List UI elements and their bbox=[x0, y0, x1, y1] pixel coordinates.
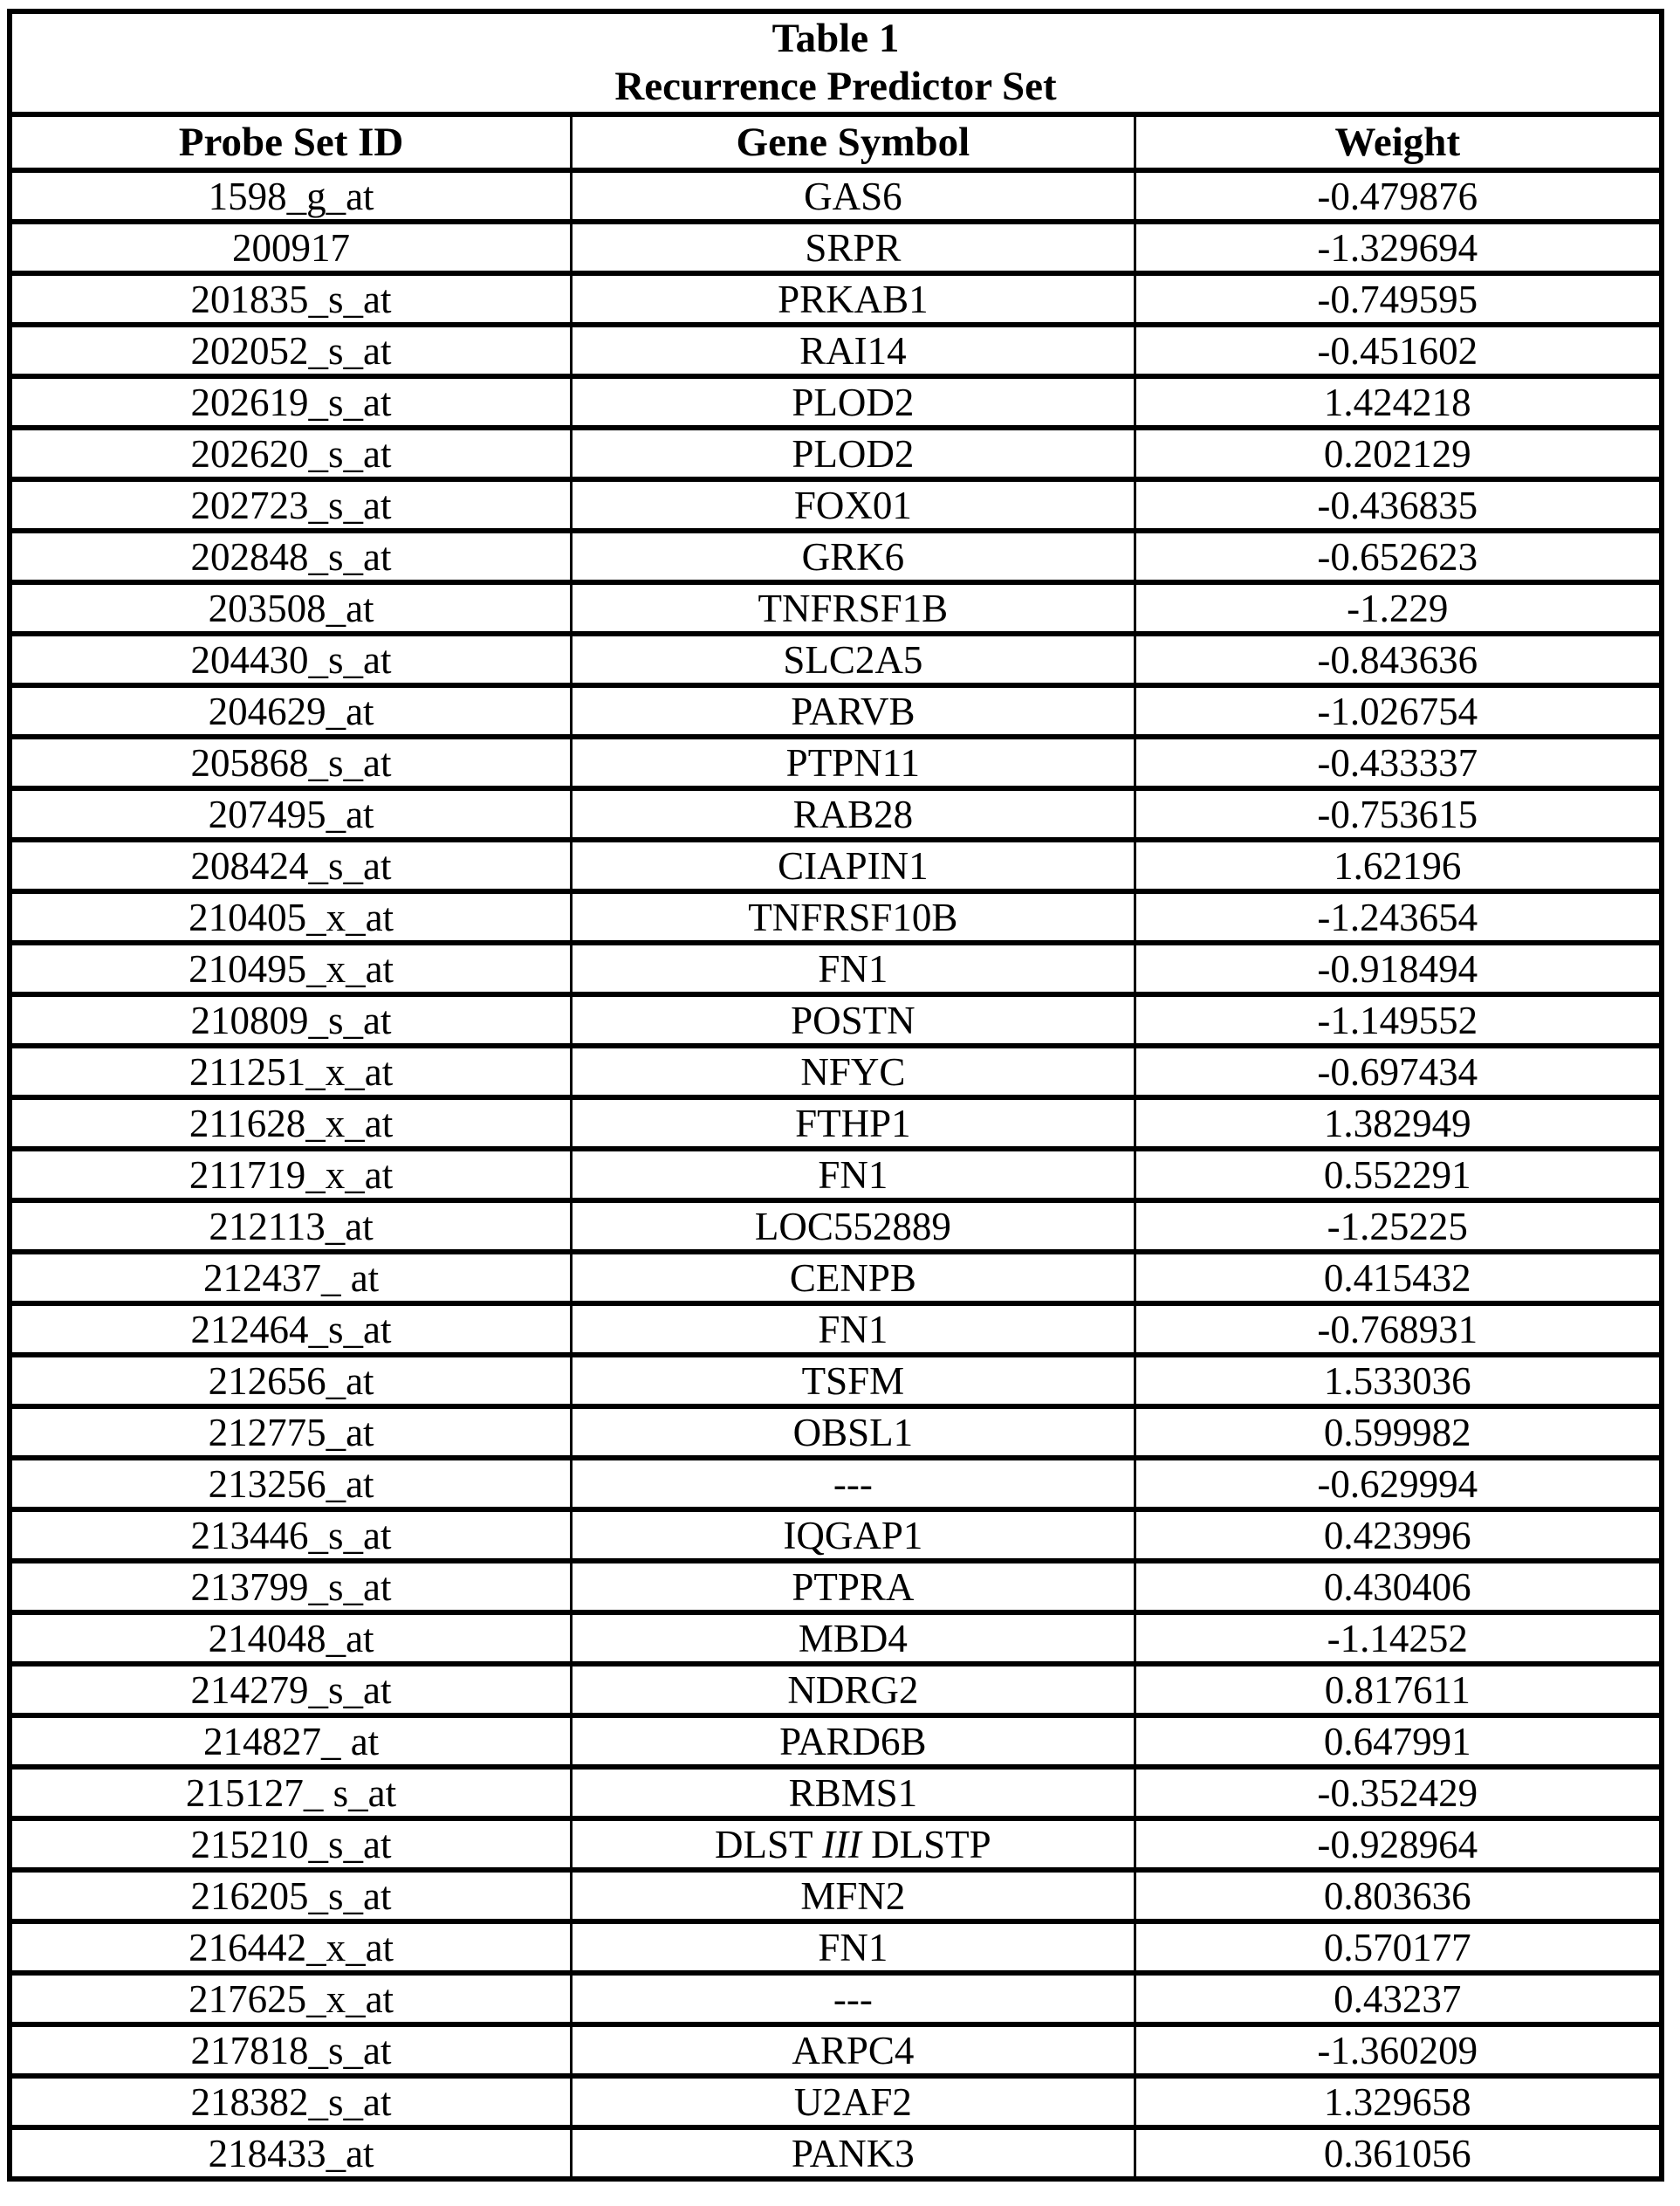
table-row bbox=[10, 891, 1662, 943]
table-row bbox=[10, 1252, 1662, 1303]
gene-symbol-cell: PARD6B bbox=[572, 1715, 1135, 1767]
probe-set-id-cell: 212437_ at bbox=[10, 1252, 572, 1303]
probe-set-id-cell: 218433_at bbox=[10, 2127, 572, 2179]
weight-cell: -1.25225 bbox=[1135, 1200, 1662, 1252]
weight-cell: -0.629994 bbox=[1135, 1458, 1662, 1509]
probe-set-id-cell: 210809_s_at bbox=[10, 994, 572, 1046]
probe-set-id-cell: 204430_s_at bbox=[10, 634, 572, 685]
table-row bbox=[10, 1355, 1662, 1406]
gene-symbol-cell: CENPB bbox=[572, 1252, 1135, 1303]
table-row bbox=[10, 1200, 1662, 1252]
probe-set-id-cell: 1598_g_at bbox=[10, 170, 572, 222]
weight-cell: -0.843636 bbox=[1135, 634, 1662, 685]
gene-symbol-cell: FOX01 bbox=[572, 479, 1135, 531]
table-row bbox=[10, 1303, 1662, 1355]
probe-set-id-cell: 217625_x_at bbox=[10, 1973, 572, 2024]
gene-symbol-cell: PANK3 bbox=[572, 2127, 1135, 2179]
weight-cell: 1.62196 bbox=[1135, 840, 1662, 891]
probe-set-id-cell: 211251_x_at bbox=[10, 1046, 572, 1097]
gene-symbol-cell: PLOD2 bbox=[572, 376, 1135, 428]
weight-cell: -0.479876 bbox=[1135, 170, 1662, 222]
table-row bbox=[10, 1561, 1662, 1612]
weight-cell: -0.436835 bbox=[1135, 479, 1662, 531]
probe-set-id-cell: 202723_s_at bbox=[10, 479, 572, 531]
probe-set-id-cell: 212775_at bbox=[10, 1406, 572, 1458]
table-row bbox=[10, 1046, 1662, 1097]
probe-set-id-cell: 212464_s_at bbox=[10, 1303, 572, 1355]
probe-set-id-cell: 200917 bbox=[10, 222, 572, 273]
weight-cell: -0.753615 bbox=[1135, 788, 1662, 840]
probe-set-id-cell: 204629_at bbox=[10, 685, 572, 737]
table-row bbox=[10, 840, 1662, 891]
table-subtitle: Recurrence Predictor Set bbox=[614, 64, 1057, 109]
probe-set-id-cell: 213799_s_at bbox=[10, 1561, 572, 1612]
weight-cell: -1.14252 bbox=[1135, 1612, 1662, 1664]
probe-set-id-cell: 218382_s_at bbox=[10, 2076, 572, 2127]
gene-symbol-cell: RAB28 bbox=[572, 788, 1135, 840]
gene-symbol-cell: ARPC4 bbox=[572, 2024, 1135, 2076]
table-row bbox=[10, 788, 1662, 840]
probe-set-id-cell: 207495_at bbox=[10, 788, 572, 840]
gene-symbol-cell: GRK6 bbox=[572, 531, 1135, 582]
probe-set-id-cell: 202619_s_at bbox=[10, 376, 572, 428]
table-row bbox=[10, 273, 1662, 325]
column-header-gene-symbol: Gene Symbol bbox=[572, 114, 1135, 170]
weight-cell: -0.918494 bbox=[1135, 943, 1662, 994]
probe-set-id-cell: 217818_s_at bbox=[10, 2024, 572, 2076]
weight-cell: -0.928964 bbox=[1135, 1818, 1662, 1870]
probe-set-id-cell: 205868_s_at bbox=[10, 737, 572, 788]
weight-cell: -0.697434 bbox=[1135, 1046, 1662, 1097]
weight-cell: 0.599982 bbox=[1135, 1406, 1662, 1458]
table-row bbox=[10, 634, 1662, 685]
table-row bbox=[10, 1715, 1662, 1767]
probe-set-id-cell: 213256_at bbox=[10, 1458, 572, 1509]
gene-symbol-cell: DLST III DLSTP bbox=[572, 1818, 1135, 1870]
weight-cell: -1.026754 bbox=[1135, 685, 1662, 737]
weight-cell: -0.451602 bbox=[1135, 325, 1662, 376]
weight-cell: 0.43237 bbox=[1135, 1973, 1662, 2024]
table-row bbox=[10, 994, 1662, 1046]
gene-symbol-cell: IQGAP1 bbox=[572, 1509, 1135, 1561]
gene-symbol-cell: LOC552889 bbox=[572, 1200, 1135, 1252]
weight-cell: 0.202129 bbox=[1135, 428, 1662, 479]
gene-symbol-cell: TNFRSF1B bbox=[572, 582, 1135, 634]
weight-cell: -1.229 bbox=[1135, 582, 1662, 634]
weight-cell: 1.533036 bbox=[1135, 1355, 1662, 1406]
gene-symbol-cell: FN1 bbox=[572, 943, 1135, 994]
probe-set-id-cell: 216205_s_at bbox=[10, 1870, 572, 1921]
gene-symbol-cell: NDRG2 bbox=[572, 1664, 1135, 1715]
weight-cell: 0.430406 bbox=[1135, 1561, 1662, 1612]
weight-cell: 1.424218 bbox=[1135, 376, 1662, 428]
weight-cell: -1.243654 bbox=[1135, 891, 1662, 943]
gene-symbol-cell: MBD4 bbox=[572, 1612, 1135, 1664]
gene-symbol-cell: U2AF2 bbox=[572, 2076, 1135, 2127]
weight-cell: -1.360209 bbox=[1135, 2024, 1662, 2076]
gene-symbol-cell: CIAPIN1 bbox=[572, 840, 1135, 891]
table-row bbox=[10, 325, 1662, 376]
table-row bbox=[10, 376, 1662, 428]
gene-symbol-cell: OBSL1 bbox=[572, 1406, 1135, 1458]
table-row bbox=[10, 1458, 1662, 1509]
table-title-cell bbox=[10, 11, 1662, 114]
table-title-row bbox=[10, 11, 1662, 114]
weight-cell: -0.433337 bbox=[1135, 737, 1662, 788]
gene-symbol-cell: RAI14 bbox=[572, 325, 1135, 376]
probe-set-id-cell: 202848_s_at bbox=[10, 531, 572, 582]
gene-symbol-cell: NFYC bbox=[572, 1046, 1135, 1097]
probe-set-id-cell: 214827_ at bbox=[10, 1715, 572, 1767]
probe-set-id-cell: 210405_x_at bbox=[10, 891, 572, 943]
weight-cell: -0.749595 bbox=[1135, 273, 1662, 325]
table-row bbox=[10, 1818, 1662, 1870]
table-row bbox=[10, 2024, 1662, 2076]
gene-symbol-cell: FN1 bbox=[572, 1303, 1135, 1355]
table-row bbox=[10, 1870, 1662, 1921]
probe-set-id-cell: 202052_s_at bbox=[10, 325, 572, 376]
weight-cell: 1.382949 bbox=[1135, 1097, 1662, 1149]
probe-set-id-cell: 212113_at bbox=[10, 1200, 572, 1252]
weight-cell: -0.652623 bbox=[1135, 531, 1662, 582]
probe-set-id-cell: 211719_x_at bbox=[10, 1149, 572, 1200]
table-title: Table 1 bbox=[771, 15, 900, 61]
probe-set-id-cell: 213446_s_at bbox=[10, 1509, 572, 1561]
table-row bbox=[10, 1973, 1662, 2024]
gene-symbol-cell: PRKAB1 bbox=[572, 273, 1135, 325]
weight-cell: 1.329658 bbox=[1135, 2076, 1662, 2127]
probe-set-id-cell: 211628_x_at bbox=[10, 1097, 572, 1149]
table-row bbox=[10, 685, 1662, 737]
weight-cell: 0.361056 bbox=[1135, 2127, 1662, 2179]
gene-symbol-cell: RBMS1 bbox=[572, 1767, 1135, 1818]
probe-set-id-cell: 214048_at bbox=[10, 1612, 572, 1664]
table-row bbox=[10, 1664, 1662, 1715]
gene-symbol-cell: TSFM bbox=[572, 1355, 1135, 1406]
table-row bbox=[10, 582, 1662, 634]
table-row bbox=[10, 222, 1662, 273]
table-row bbox=[10, 737, 1662, 788]
gene-symbol-cell: GAS6 bbox=[572, 170, 1135, 222]
probe-set-id-cell: 212656_at bbox=[10, 1355, 572, 1406]
probe-set-id-cell: 216442_x_at bbox=[10, 1921, 572, 1973]
gene-symbol-cell: --- bbox=[572, 1458, 1135, 1509]
weight-cell: 0.647991 bbox=[1135, 1715, 1662, 1767]
weight-cell: -0.352429 bbox=[1135, 1767, 1662, 1818]
gene-symbol-cell: --- bbox=[572, 1973, 1135, 2024]
gene-symbol-cell: PTPN11 bbox=[572, 737, 1135, 788]
table-row bbox=[10, 1921, 1662, 1973]
table-row bbox=[10, 1767, 1662, 1818]
table-row bbox=[10, 1612, 1662, 1664]
gene-symbol-cell: PARVB bbox=[572, 685, 1135, 737]
gene-symbol-cell: PTPRA bbox=[572, 1561, 1135, 1612]
gene-symbol-cell: SRPR bbox=[572, 222, 1135, 273]
table-body bbox=[10, 170, 1662, 2179]
probe-set-id-cell: 215127_ s_at bbox=[10, 1767, 572, 1818]
weight-cell: -1.149552 bbox=[1135, 994, 1662, 1046]
probe-set-id-cell: 202620_s_at bbox=[10, 428, 572, 479]
table-row bbox=[10, 1509, 1662, 1561]
gene-symbol-cell: FTHP1 bbox=[572, 1097, 1135, 1149]
weight-cell: -1.329694 bbox=[1135, 222, 1662, 273]
gene-symbol-cell: TNFRSF10B bbox=[572, 891, 1135, 943]
gene-symbol-cell: MFN2 bbox=[572, 1870, 1135, 1921]
table-header-row bbox=[10, 114, 1662, 170]
gene-symbol-cell: PLOD2 bbox=[572, 428, 1135, 479]
table-row bbox=[10, 1097, 1662, 1149]
table-row bbox=[10, 531, 1662, 582]
probe-set-id-cell: 210495_x_at bbox=[10, 943, 572, 994]
table-row bbox=[10, 2076, 1662, 2127]
recurrence-predictor-table bbox=[7, 9, 1664, 2182]
weight-cell: -0.768931 bbox=[1135, 1303, 1662, 1355]
table-row bbox=[10, 1406, 1662, 1458]
table-row bbox=[10, 1149, 1662, 1200]
weight-cell: 0.570177 bbox=[1135, 1921, 1662, 1973]
weight-cell: 0.552291 bbox=[1135, 1149, 1662, 1200]
table-row bbox=[10, 170, 1662, 222]
column-header-weight: Weight bbox=[1135, 114, 1662, 170]
table-row bbox=[10, 479, 1662, 531]
gene-symbol-cell: SLC2A5 bbox=[572, 634, 1135, 685]
probe-set-id-cell: 203508_at bbox=[10, 582, 572, 634]
probe-set-id-cell: 215210_s_at bbox=[10, 1818, 572, 1870]
probe-set-id-cell: 214279_s_at bbox=[10, 1664, 572, 1715]
weight-cell: 0.415432 bbox=[1135, 1252, 1662, 1303]
table-row bbox=[10, 2127, 1662, 2179]
gene-symbol-cell: FN1 bbox=[572, 1149, 1135, 1200]
gene-symbol-cell: FN1 bbox=[572, 1921, 1135, 1973]
weight-cell: 0.803636 bbox=[1135, 1870, 1662, 1921]
probe-set-id-cell: 201835_s_at bbox=[10, 273, 572, 325]
table-row bbox=[10, 428, 1662, 479]
weight-cell: 0.423996 bbox=[1135, 1509, 1662, 1561]
column-header-probe-set-id: Probe Set ID bbox=[10, 114, 572, 170]
table-row bbox=[10, 943, 1662, 994]
gene-symbol-cell: POSTN bbox=[572, 994, 1135, 1046]
probe-set-id-cell: 208424_s_at bbox=[10, 840, 572, 891]
weight-cell: 0.817611 bbox=[1135, 1664, 1662, 1715]
